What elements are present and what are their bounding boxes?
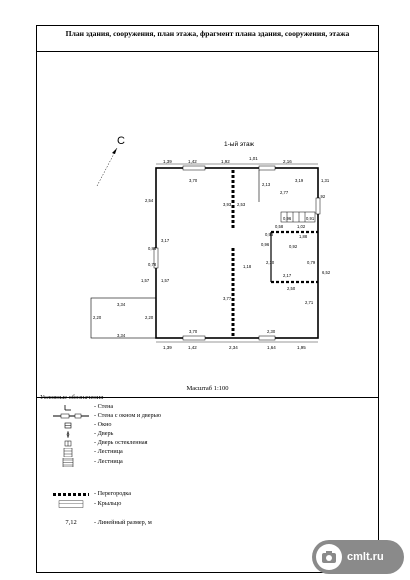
document-frame [36,25,379,573]
legend-label: - Дверь остекленная [94,439,148,446]
inner-dim: 2,10 [266,260,275,265]
inner-dim: 3,34 [117,302,126,307]
partition-icon [51,490,91,499]
stair-icon [51,448,91,457]
legend-item-porch [51,500,291,509]
legend-label: - Крыльцо [94,500,122,507]
bottom-dim-4: 1,64 [267,345,276,350]
legend-label: - Стена с окном и дверью [94,412,162,419]
legend-label: - Стена [94,403,114,410]
legend-item-wall [51,403,291,412]
floor-label: 1-ый этаж [224,141,254,148]
legend-label: - Окно [94,421,112,428]
camera-icon [316,544,342,570]
inner-dim: 0,96 [283,216,292,221]
inner-dim: 3,70 [189,178,198,183]
legend-item-door [51,430,291,439]
inner-dim: 0,79 [307,260,316,265]
inner-dim: 3,17 [161,238,170,243]
inner-dim: 1,92 [317,194,326,199]
legend-title: Условные обозначения [40,394,104,401]
inner-dim: 2,53 [237,202,246,207]
inner-dim: 0,58 [275,224,284,229]
inner-dim: 0,92 [289,244,298,249]
bottom-dim-3: 2,34 [229,345,238,350]
top-dim-1: 1,39 [163,159,172,164]
inner-dim: 0,96 [261,242,270,247]
watermark-text: cmlt.ru [347,551,384,563]
legend-item-glazed-door [51,439,291,448]
top-dim-2: 1,42 [188,159,197,164]
glazed-door-icon [51,439,91,448]
door-icon [51,430,91,439]
inner-dim: 2,77 [280,190,289,195]
scale-label: Масштаб 1:100 [186,385,229,392]
top-dim-5: 2,16 [283,159,292,164]
legend-label: - Перегородка [94,490,131,497]
legend-label: - Линейный размер, м [94,519,152,526]
wall-window-door-icon [51,412,91,421]
top-dim-3: 1,92 [221,159,230,164]
inner-dim: 1,57 [141,278,150,283]
inner-dim: 6,52 [322,270,331,275]
inner-dim: 0,78 [148,262,157,267]
legend-label: - Лестница [94,458,123,465]
inner-dim: 2,50 [287,286,296,291]
watermark-badge [312,540,404,574]
dimension-icon: 7,12 [65,519,77,526]
floor-plan-area [37,52,378,398]
inner-dim: 3,77 [223,296,232,301]
inner-dim: 0,91 [306,216,315,221]
compass-letter: С [117,135,125,147]
inner-dim: 1,88 [299,234,308,239]
inner-dim: 2,54 [145,198,154,203]
windows [154,166,320,340]
inner-dim: 2,17 [283,273,292,278]
document-header [37,26,378,52]
inner-dim: 2,20 [145,315,154,320]
legend-item-partition [51,490,291,499]
floor-plan-drawing [37,52,378,397]
legend-item-stair-2 [51,458,291,467]
top-dimensions [163,156,292,164]
north-arrow-icon [97,148,117,186]
inner-dim: 3,19 [295,178,304,183]
wall-icon [51,403,91,412]
inner-dim: 0,86 [148,246,157,251]
legend-item-wall-window-door [51,412,291,421]
inner-dim: 3,93 [223,202,232,207]
inner-dim: 2,13 [262,182,271,187]
legend-item-stair [51,448,291,457]
legend-label: - Лестница [94,448,123,455]
partitions [233,170,318,336]
legend-item-window [51,421,291,430]
bottom-dim-5: 1,95 [297,345,306,350]
header-title: План здания, сооружения, план этажа, фрагмент плана здания, сооружения, этажа [65,29,350,38]
inner-dim: 1,57 [161,278,170,283]
inner-dimensions [93,178,331,338]
inner-dim: 3,70 [189,329,198,334]
inner-dim: 3,34 [117,333,126,338]
bottom-dim-2: 1,42 [188,345,197,350]
inner-dim: 1,31 [321,178,330,183]
top-dim-4: 1,01 [249,156,258,161]
porch-icon [51,500,91,509]
inner-dim: 2,71 [305,300,314,305]
inner-dim: 0,96 [265,232,274,237]
legend-item-dimension [51,519,291,528]
window-icon [51,421,91,430]
inner-dim: 2,20 [93,315,102,320]
inner-dim: 1,02 [297,224,306,229]
legend-label: - Дверь [94,430,114,437]
bottom-dim-1: 1,39 [163,345,172,350]
inner-dim: 1,18 [243,264,252,269]
stair-2-icon [51,458,91,467]
bottom-dimensions [163,345,306,350]
inner-dim: 2,30 [267,329,276,334]
